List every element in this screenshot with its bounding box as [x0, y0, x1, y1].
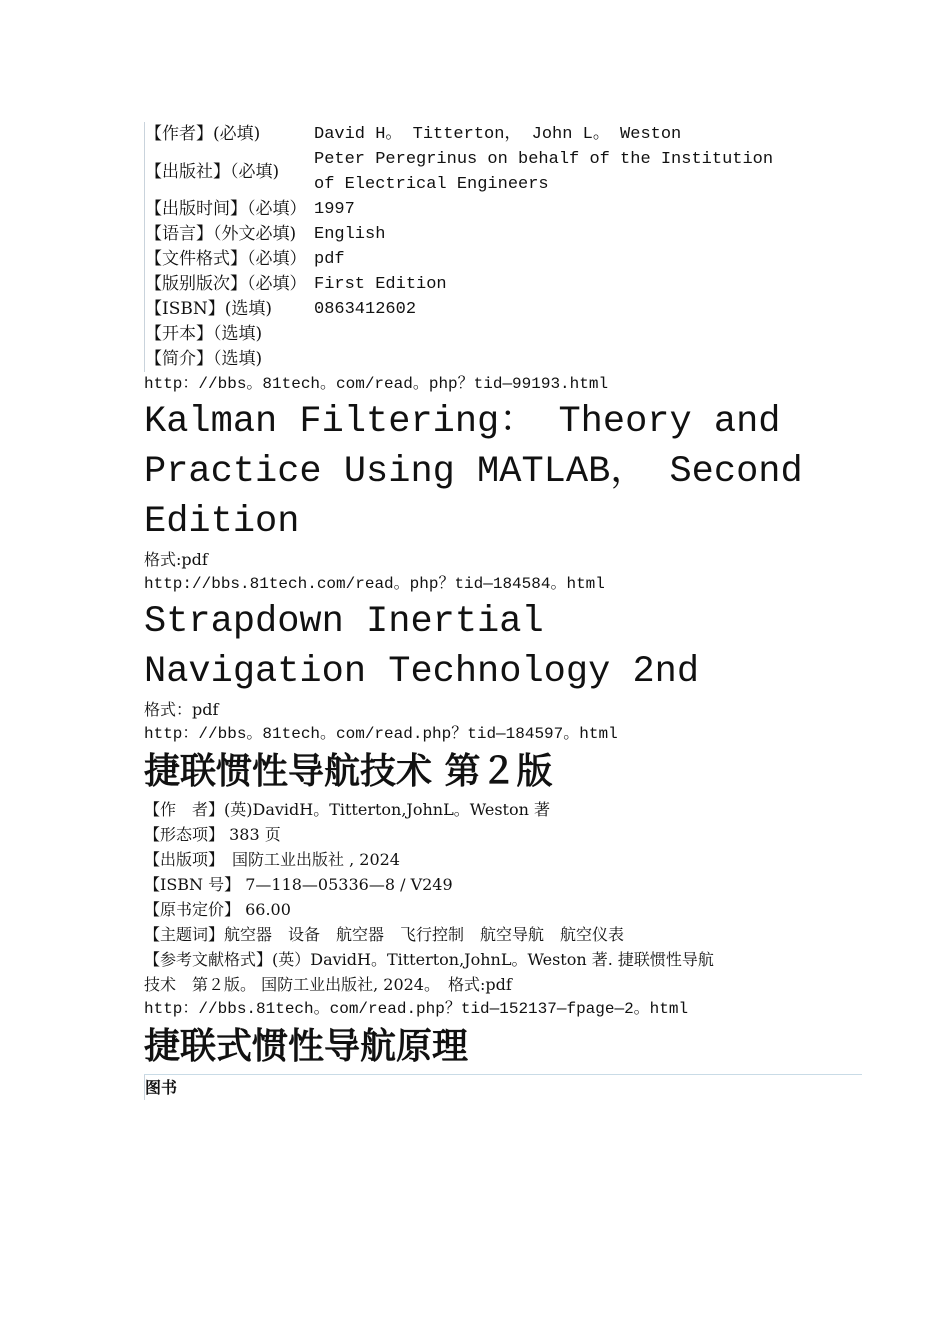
metadata-row [145, 247, 785, 272]
book5-category-tag: 图书 [144, 1075, 864, 1100]
metadata-row [145, 347, 785, 372]
metadata-key: 【作者】(必填) [145, 124, 261, 144]
metadata-value [313, 322, 785, 347]
book4-line: 技术 第２版。 国防工业出版社, 2024。 格式:pdf [144, 975, 512, 994]
metadata-key: 【语言】（外文必填) [145, 224, 297, 244]
book2-link[interactable]: http://bbs.81tech.com/read。php？tid—184584。html [144, 575, 605, 593]
metadata-value: 0863412602 [314, 300, 417, 319]
book4-line: 【出版项】 国防工业出版社 , 2024 [144, 850, 400, 869]
metadata-row [145, 272, 785, 297]
book4-line: 【参考文献格式】(英）DavidH。Titterton,JohnL。Weston 著. 捷联惯性导航 [144, 950, 714, 969]
metadata-row [145, 147, 785, 197]
metadata-row [145, 222, 785, 247]
book4-line: 【原书定价】 66.00 [144, 900, 291, 919]
metadata-value [313, 347, 785, 372]
metadata-key: 【文件格式】（必填） [145, 249, 307, 269]
book4-line: 【作 者】(英)DavidH。Titterton,JohnL。Weston 著 [144, 800, 550, 819]
metadata-row [145, 197, 785, 222]
metadata-value: English [314, 225, 386, 244]
metadata-key: 【版别版次】（必填） [145, 274, 307, 294]
metadata-value: First Edition [314, 275, 447, 294]
book1-link[interactable]: http：//bbs。81tech。com/read。php？tid—99193.html [144, 375, 609, 393]
book4-line: 【ISBN 号】 7—118—05336—8 / V249 [144, 875, 453, 894]
book4-line: 【形态项】 383 页 [144, 825, 281, 844]
metadata-key: 【简介】（选填) [145, 349, 263, 369]
book-metadata-table [144, 122, 785, 372]
metadata-value: Peter Peregrinus on behalf of the Institution of Electrical Engineers [314, 150, 774, 194]
metadata-row [145, 297, 785, 322]
metadata-row [145, 322, 785, 347]
book2-format: 格式:pdf [144, 550, 208, 569]
book3-format: 格式：pdf [144, 700, 219, 719]
metadata-row [145, 122, 785, 147]
book5-title: 捷联式惯性导航原理 [144, 1026, 469, 1067]
book4-details [144, 797, 864, 997]
book4-link[interactable]: http：//bbs.81tech。com/read.php？tid—152137—fpage—2。html [144, 1000, 689, 1018]
metadata-key: 【开本】（选填) [145, 324, 263, 344]
document-page [144, 122, 864, 1100]
metadata-key: 【出版时间】（必填） [145, 199, 307, 219]
metadata-value: David H。 Titterton， John L。 Weston [314, 125, 682, 144]
book4-title: 捷联惯性导航技术 第２版 [144, 751, 553, 792]
metadata-key: 【ISBN】(选填) [145, 299, 272, 319]
metadata-value: pdf [314, 250, 345, 269]
metadata-key: 【出版社】（必填) [145, 161, 280, 182]
book2-title: Kalman Filtering： Theory and Practice Using MATLAB， Second Edition [144, 401, 803, 543]
book3-title: Strapdown Inertial Navigation Technology 2nd [144, 601, 700, 693]
book3-link[interactable]: http：//bbs。81tech。com/read.php？tid—184597。html [144, 725, 618, 743]
book4-line: 【主题词】航空器 设备 航空器 飞行控制 航空导航 航空仪表 [144, 925, 625, 944]
metadata-value: 1997 [314, 200, 355, 219]
